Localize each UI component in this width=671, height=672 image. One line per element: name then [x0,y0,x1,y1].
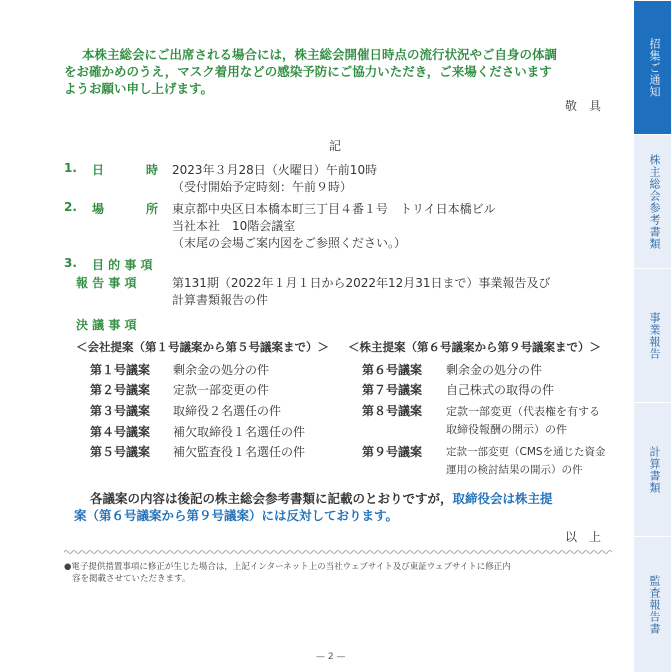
intro-line-2: をお確かめのうえ，マスク着用などの感染予防にご協力いただき，ご来場くださいます [64,64,552,79]
intro-line-3: ようお願い申し上げます。 [64,81,214,96]
resolution-label: 決 議 事 項 [76,318,137,332]
tab-audit-report[interactable] [634,536,671,672]
page-number: — 2 — [316,652,346,662]
company-proposal-text: 取締役２名選任の件 [173,404,282,418]
footnote-line-1: ●電子提供措置事項に修正が生じた場合は，上記インターネット上の当社ウェブサイト及び東証ウェブサイトに修正内 [64,562,511,572]
item2-line1: 東京都中央区日本橋本町三丁目４番１号 トリイ日本橋ビル [172,202,496,216]
item1-label-a: 日 [92,163,105,177]
summary-line-1 [90,490,553,507]
item2-line2: 当社本社 10階会議室 [172,219,296,233]
shareholder-proposal-no: 第９号議案 [362,445,423,459]
tab-convocation[interactable] [634,0,671,134]
tab-label: 招集ご通知 [648,37,661,98]
shareholder-proposal-text-cont: 運用の検討結果の開示）の件 [446,464,583,476]
company-proposal-no: 第２号議案 [90,383,151,397]
company-proposal-text: 補欠監査役１名選任の件 [173,445,306,459]
shareholder-proposals-header: ＜株主提案（第６号議案から第９号議案まで）＞ [348,340,601,354]
summary-line-2: 案（第６号議案から第９号議案）には反対しております。 [74,508,399,523]
company-proposal-no: 第３号議案 [90,404,151,418]
company-proposal-no: 第４号議案 [90,425,151,439]
shareholder-proposal-text: 定款一部変更（CMSを通じた資金 [446,446,606,458]
report-line1: 第131期（2022年１月１日から2022年12月31日まで）事業報告及び [172,276,551,290]
summary-text-b: 取締役会は株主提 [452,491,553,506]
item3-label: 目 的 事 項 [92,258,153,272]
item2-number: 2. [64,200,77,214]
tab-financial-statements[interactable] [634,402,671,536]
tab-label: 株主総会参考書類 [648,153,661,250]
tab-label: 事業報告 [648,311,661,360]
company-proposal-no: 第１号議案 [90,363,151,377]
shareholder-proposal-no: 第６号議案 [362,363,423,377]
shareholder-proposal-text-cont: 取締役報酬の開示）の件 [446,423,567,436]
item1-label-b: 時 [146,163,159,177]
company-proposal-text: 補欠取締役１名選任の件 [173,425,306,439]
item2-line3: （末尾の会場ご案内図をご参照ください。） [172,236,407,250]
shareholder-proposal-text: 定款一部変更（代表権を有する [446,405,600,418]
company-proposal-no: 第５号議案 [90,445,151,459]
item3-number: 3. [64,256,77,270]
company-proposal-text: 剰余金の処分の件 [173,363,270,377]
shareholder-proposal-text: 剰余金の処分の件 [446,363,543,377]
company-proposals-header: ＜会社提案（第１号議案から第５号議案まで）＞ [76,340,329,354]
tab-label: 監査報告書 [648,574,661,635]
item1-number: 1. [64,161,77,175]
shareholder-proposal-no: 第７号議案 [362,383,423,397]
company-proposal-text: 定款一部変更の件 [173,383,270,397]
item2-label-b: 所 [146,202,159,216]
tab-label: 計算書類 [648,445,661,494]
report-line2: 計算書類報告の件 [172,293,269,307]
item1-line1: 2023年３月28日（火曜日）午前10時 [172,163,378,177]
closing-end: 以 上 [565,530,602,544]
report-label: 報 告 事 項 [76,276,137,290]
intro-line-1: 本株主総会にご出席される場合には，株主総会開催日時点の流行状況やご自身の体調 [82,47,558,62]
item2-label-a: 場 [92,202,105,216]
closing-greeting: 敬 具 [565,99,602,113]
summary-text-a: 各議案の内容は後記の株主総会参考書類に記載のとおりですが， [90,491,453,506]
item1-line2: （受付開始予定時刻：午前９時） [172,180,353,194]
shareholder-proposal-text: 自己株式の取得の件 [446,383,555,397]
tab-reference-documents[interactable] [634,134,671,268]
wavy-divider [64,549,612,555]
shareholder-proposal-no: 第８号議案 [362,404,423,418]
footnote-line-2: 容を掲載させていただきます。 [72,574,191,584]
section-tabs [634,0,671,672]
ki-heading: 記 [329,139,342,153]
tab-business-report[interactable] [634,268,671,402]
